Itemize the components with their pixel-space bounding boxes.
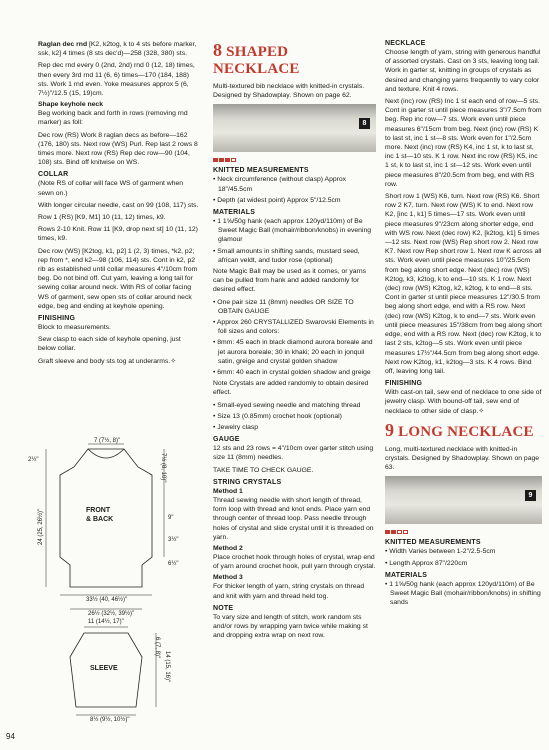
necklace-short-rows: Short row 1 (WS) K6, turn. Next row (RS) K6. Short row 2 K7, turn. Next row (WS) K to end. Next row K2, [inc 1, k1] 5 times—17 sts. Work even until piece measures 9"/23cm along shorter edge, end with WS row. Next (dec row) K2, [k2tog, k1] 5 times—12 sts. Next row (WS) Rep short row 2. Next row K7. Next row Rep short row 1. Next row K across all sts. Work even until piece measures 10"/25.5cm from beg along short edge. Next (dec) row (WS) K2tog, k3, k2tog, k to end—10 sts. K 1 row. Next (dec) row (WS) K2tog, k2, k2tog, k to end—8 sts. Cont in garter st until piece measures 12"/30.5 from beg along short edge, end with a RS row. Next (dec) row (WS) K2tog, k to end—7 sts. Work even until piece measures 15"/38cm from beg along short edge, end with a RS row. Next (dec) row K2tog, k to last 2 sts, k2tog—5 sts. Work even until piece measures 17½"/44.5cm from beg along short edge. Next row K2tog, k1, k2tog—3 sts. K 4 rows. Bind off, leaving long tail. <box>385 193 542 375</box>
measure-neck: • Neck circumference (without clasp) Approx 18"/45.5cm <box>213 176 347 193</box>
long-materials-heading: MATERIALS <box>385 571 428 579</box>
knitted-measurements-heading: KNITTED MEASUREMENTS <box>213 167 309 175</box>
schematic-diagram <box>26 437 206 727</box>
long-necklace-title <box>385 420 542 441</box>
string-crystals-heading: STRING CRYSTALS <box>213 478 282 486</box>
gauge-heading: GAUGE <box>213 436 240 444</box>
neck-curve <box>88 449 124 458</box>
material-note-2: Note Crystals are added randomly to obtain desired effect. <box>213 380 369 397</box>
diag-sleeve-right1: 6 (7, 8)" <box>154 637 160 659</box>
material-8mm: • 8mm: 45 each in black diamond aurora boreale and jet aurora boreale; 30 in khaki; 20 each in jonquil satin, greige and crystal golden shadow <box>213 339 373 365</box>
long-title-text: LONG NECKLACE <box>398 423 534 440</box>
shape-keyhole-heading: Shape keyhole neck <box>38 101 103 109</box>
method2-text: Place crochet hook through holes of crystal, wrap end of yarn around crochet hook, pull yarn through crystal. <box>213 553 376 571</box>
diag-top: 7 (7½, 8)" <box>94 438 121 444</box>
page-number: 94 <box>6 732 15 741</box>
long-measure-length: • Length Approx 87"/220cm <box>385 559 468 567</box>
necklace-inc: Next (inc) row (RS) Inc 1 st each end of row—5 sts. Cont in garter st until piece measures 3"/7.5cm from beg. Rep inc row—7 sts. Work even until piece measures 6"/15cm from beg. Next (inc) row (RS) K to last st, inc 1 st—8 sts. Work even for 1"/2.5cm more. Next (inc) row (RS) K4, inc 1 st, k to last st, inc 1 st—10 sts. K 1 row. Next inc row (RS) K5, inc 1 st, k to last st, inc 1 st—12 sts. Work even until piece measures 8"/20.5cm from beg, end with RS row. <box>385 98 542 188</box>
diag-bottom1: 33½ (40, 46½)" <box>86 597 128 603</box>
material-needle-thread: • Small-eyed sewing needle and matching thread <box>213 401 361 409</box>
title-number: 8 <box>213 40 223 60</box>
diag-six: 6½" <box>168 561 179 567</box>
long-measure-width: • Width Varies between 1-2"/2.5-5cm <box>385 548 496 556</box>
diag-small-left: 2½" <box>28 457 39 463</box>
material-note-1: Note Magic Ball may be used as it comes, or yarns can be pulled from hank and added randomly for desired effect. <box>213 268 366 294</box>
material-crystals: • Approx 260 CRYSTALLIZED Swarovski Elements in foll sizes and colors: <box>213 319 374 336</box>
collar-note: (Note RS of collar will face WS of garment when sewn on.) <box>38 180 184 197</box>
material-2: • Small amounts in shifting sands, mustard seed, african veldt, and tudor rose (optional) <box>213 247 360 264</box>
method2-heading: Method 2 <box>213 544 243 552</box>
method3-text: For thicker length of yarn, string crystals on thread and knit with yarn and thread held tog. <box>213 583 365 600</box>
diag-sleeve-label: SLEEVE <box>90 665 118 672</box>
gauge-check: TAKE TIME TO CHECK GAUGE. <box>213 466 314 474</box>
shaped-necklace-title <box>213 40 376 78</box>
collar-heading: COLLAR <box>38 171 69 179</box>
dec-paragraph: Rep dec rnd every 0 (2nd, 2nd) rnd 0 (12, 18) times, then every 3rd rnd 11 (6, 6) times—170 (184, 188) sts. Work 1 rnd even. Yoke measures approx 5 (6, 7½)"/12.5 (15, 19)cm. <box>38 62 195 98</box>
long-necklace-photo <box>385 476 542 524</box>
raglan-paragraph <box>38 40 200 58</box>
photo-tag: 8 <box>359 118 370 129</box>
right-column <box>385 40 542 609</box>
collar-row1: Row 1 (RS) [K9, M1] 10 (11, 12) times, k9. <box>38 214 166 222</box>
method3-heading: Method 3 <box>213 574 243 582</box>
materials-heading: MATERIALS <box>213 209 256 217</box>
collar-dec-row: Dec row (WS) [K2tog, k1, p2] 1 (2, 3) times, *k2, p2; rep from *, end k2—98 (106, 114) sts. Cont in k2, p2 rib as established until collar measures 4"/10cm from beg. Do not bind off. Cut yarn, leaving a long tail for sewing collar around neck. With RS of collar facing WS of garment, sew open sts of collar around neck edge, beg and ending at keyhole opening. <box>38 247 198 310</box>
long-material-1: • 1 1⅝/50g hank (each approx 120yd/110m) of Be Sweet Magic Ball (mohair/ribbon/knobs) in shifting sands <box>385 580 541 607</box>
keyhole-dec: Dec row (RS) Work 8 raglan decs as before—162 (176, 180) sts. Next row (WS) Purl. Rep last 2 rows 8 times more. Next row (RS) Rep dec row—90 (104, 108) sts. Bind off knitwise on WS. <box>38 131 198 167</box>
right-finishing-text: With cast-on tail, sew end of necklace to one side of jewelry clasp. With bound-off tail, sew end of necklace to other side of clasp.✧ <box>385 389 542 415</box>
diag-sleeve-top: 11 (14½, 17)" <box>88 619 124 625</box>
diag-back-label: & BACK <box>86 516 114 523</box>
finishing-clasp: Sew clasp to each side of keyhole opening, just below collar. <box>38 336 181 353</box>
right-finishing-heading: FINISHING <box>385 380 423 388</box>
note-text: To vary size and length of stitch, work random sts and/or rows by wrapping yarn twice while making st and dropping extra wrap on next row. <box>213 613 368 640</box>
long-title-number: 9 <box>385 419 395 440</box>
diag-right1: 7½ (8, 10)" <box>160 453 166 483</box>
long-intro: Long, multi-textured necklace with knitted-in crystals. Designed by Shadowplay. Shown on page 63. <box>385 445 540 472</box>
method1-text: Thread sewing needle with short length of thread, form loop with thread and knot ends. Place yarn end through center of thread loop. Pass needle through holes of crystal and slide crystal until it is threaded on yarn. <box>213 496 374 541</box>
middle-column <box>213 40 376 643</box>
diag-bottom2: 26½ (32½, 39½)" <box>88 611 135 617</box>
long-photo-tag: 9 <box>525 490 536 501</box>
diag-sleeve-right2: 14 (15, 16)" <box>164 651 170 683</box>
material-1: • 1 1⅝/50g hank (each approx 120yd/110m) of Be Sweet Magic Ball (mohair/ribbon/knobs) in evening glamour <box>213 218 372 244</box>
long-knitted-heading: KNITTED MEASUREMENTS <box>385 539 481 547</box>
shaped-necklace-photo <box>213 104 376 152</box>
method1-heading: Method 1 <box>213 487 243 495</box>
collar-cast-on: With longer circular needle, cast on 99 (108, 117) sts. <box>38 201 199 209</box>
collar-rows2-10: Rows 2-10 Knit. Row 11 [K9, drop next st] 10 (11, 12) times, k9. <box>38 226 198 243</box>
schematic-svg <box>26 437 206 727</box>
shaped-intro: Multi-textured bib necklace with knitted-in crystals. Designed by Shadowplay. Shown on page 62. <box>213 83 365 100</box>
finishing-block: Block to measurements. <box>38 324 111 332</box>
material-clasp: • Jewelry clasp <box>213 424 259 432</box>
material-6mm: • 6mm: 40 each in crystal golden shadow and greige <box>213 369 371 377</box>
necklace-intro: Choose length of yarn, string with generous handful of assorted crystals. Cast on 3 sts, leaving long tail. Work in garter st, knitting in groups of crystals as desired and changing yarns frequently to vary color and texture. Knit 4 rows. <box>385 49 541 93</box>
finishing-heading: FINISHING <box>38 315 76 323</box>
raglan-lead: Raglan dec rnd <box>38 41 88 48</box>
measure-depth: • Depth (at widest point) Approx 5"/12.5cm <box>213 196 341 204</box>
material-needles: • One pair size 11 (8mm) needles OR SIZE TO OBTAIN GAUGE <box>213 298 354 315</box>
title-text: SHAPED NECKLACE <box>213 44 300 77</box>
gauge-text: 12 sts and 23 rows = 4"/10cm over garter stitch using size 11 (8mm) needles. <box>213 445 374 462</box>
diag-nine: 9" <box>168 515 174 521</box>
raglan-text: [K2, k2tog, k to 4 sts before marker, ssk, k2] 4 times (8 sts dec'd)—258 (328, 380) sts. <box>38 41 197 58</box>
diag-left-side: 24 (25, 26½)" <box>38 508 44 545</box>
necklace-heading: NECKLACE <box>385 40 426 47</box>
diag-sleeve-bottom: 8½ (9½, 10½)" <box>90 717 130 723</box>
note-heading: NOTE <box>213 604 234 612</box>
finishing-graft: Graft sleeve and body sts tog at underarms.✧ <box>38 357 176 365</box>
material-hook: • Size 13 (0.85mm) crochet hook (optional) <box>213 412 342 420</box>
left-column <box>38 40 200 369</box>
keyhole-intro: Beg working back and forth in rows (removing rnd marker) as foll: <box>38 110 188 127</box>
diag-three: 3½" <box>168 537 179 543</box>
long-skill-level <box>385 530 542 534</box>
skill-level-indicator <box>213 158 376 162</box>
diag-front-label: FRONT <box>86 507 111 514</box>
